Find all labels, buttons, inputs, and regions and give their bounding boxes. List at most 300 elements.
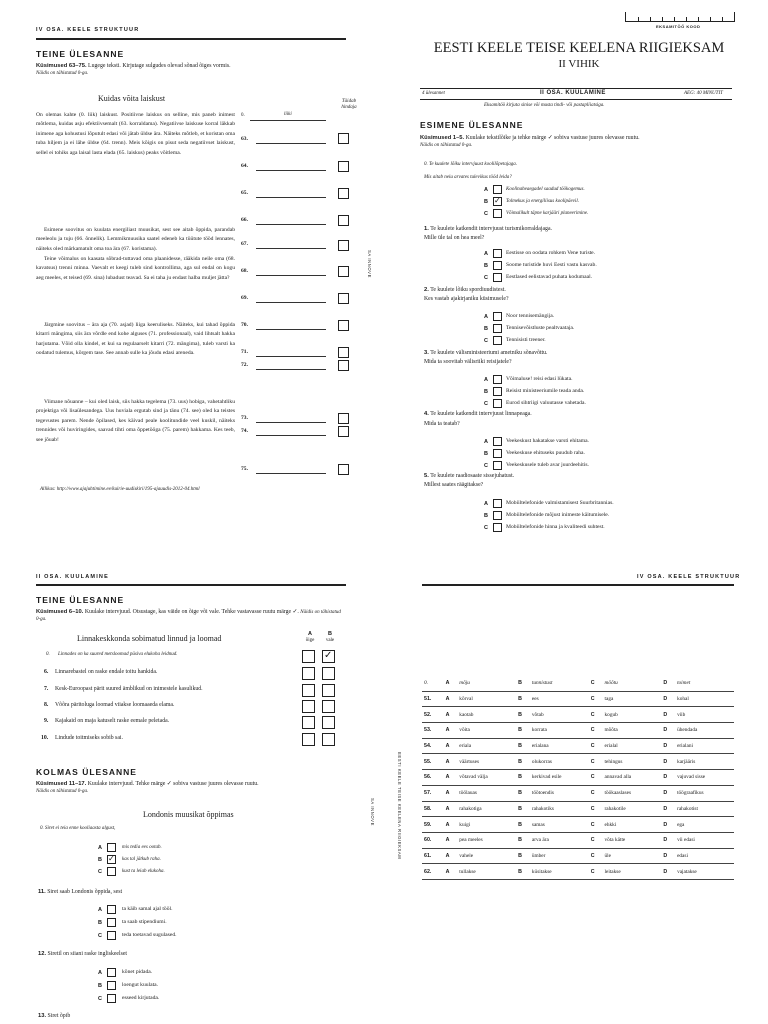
option-text: ta käib samal ajal tööl. xyxy=(122,906,173,912)
question-13: 13. Siret õpib xyxy=(38,1013,71,1019)
row-number: 54. xyxy=(422,738,444,754)
example-question: 0. Siret ei teia enne kooliaasta algust, xyxy=(40,826,116,831)
letter-c: C xyxy=(589,817,603,833)
letter-a: A xyxy=(444,864,458,880)
option-a[interactable]: rahakotiga xyxy=(457,801,516,817)
letter-d: D xyxy=(661,707,675,723)
option-a[interactable]: töölauas xyxy=(457,785,516,801)
checkbox[interactable] xyxy=(107,931,116,940)
grid-row xyxy=(422,832,734,848)
answer-field-71[interactable] xyxy=(256,356,326,357)
answer-field-63[interactable] xyxy=(256,143,326,144)
option-b[interactable]: kerkivad esile xyxy=(530,770,589,786)
checkbox[interactable] xyxy=(493,523,502,532)
checkbox[interactable] xyxy=(493,261,502,270)
vertical-note: SA INNOVE xyxy=(367,250,372,278)
letter-c: C xyxy=(589,676,603,691)
letter-c: C xyxy=(589,848,603,864)
letter-b: B xyxy=(516,801,530,817)
item-number: 68. xyxy=(241,268,248,274)
task-instructions xyxy=(36,63,346,70)
letter-a: A xyxy=(444,738,458,754)
statement-number: 0. xyxy=(46,652,50,657)
question-line: 4. Te kuulete katkendit intervjuust linnapeaga. xyxy=(424,411,532,417)
letter-c: C xyxy=(589,864,603,880)
letter-c: C xyxy=(589,691,603,707)
question-line: 1. Te kuulete katkendit intervjuust turismikorraldajaga. xyxy=(424,226,552,232)
item-number: 65. xyxy=(241,190,248,196)
option-c[interactable]: ehkki xyxy=(603,817,662,833)
checkbox[interactable] xyxy=(493,499,502,508)
option-c[interactable]: taga xyxy=(603,691,662,707)
option-a[interactable]: tullakse xyxy=(457,864,516,880)
letter-d: D xyxy=(661,723,675,739)
option-a[interactable]: vahele xyxy=(457,848,516,864)
header-rule xyxy=(36,584,346,586)
row-number: 60. xyxy=(422,832,444,848)
answer-field-72[interactable] xyxy=(256,369,326,370)
question-11: 11. Siret saab Londonis õppida, sest xyxy=(38,889,123,895)
letter-d: D xyxy=(661,676,675,691)
question-text: Siretil on siiani raske ingliskeelset xyxy=(47,951,128,957)
answer-field-73[interactable] xyxy=(256,422,326,423)
letter-c: C xyxy=(589,801,603,817)
false-box[interactable] xyxy=(322,700,335,713)
option-text: Võimalikult täpne karjääri planeerimine. xyxy=(506,211,589,216)
option-b[interactable]: rahakotiks xyxy=(530,801,589,817)
option-d[interactable]: töögraafikus xyxy=(675,785,734,801)
row-number: 57. xyxy=(422,785,444,801)
example-number: 0. xyxy=(241,113,245,118)
letter-a: A xyxy=(444,770,458,786)
false-box[interactable] xyxy=(322,684,335,697)
option-text: Veekeskuse ehituseks puudub raha. xyxy=(506,450,585,456)
source-citation: Allikas: http://www.ajajuhtimine.ee/kuirie-uudiskiri/195-ajauudis-2012-04.html xyxy=(40,487,200,492)
option-text: kõnet pidada. xyxy=(122,969,153,975)
letter-b: B xyxy=(516,707,530,723)
checkbox[interactable] xyxy=(493,449,502,458)
letter-d: D xyxy=(661,801,675,817)
letter-d: D xyxy=(661,770,675,786)
true-box[interactable] xyxy=(302,650,315,663)
option-d[interactable]: vii edasi xyxy=(675,832,734,848)
letter-a: A xyxy=(444,801,458,817)
grader-col-head-1: Täidab xyxy=(341,99,357,104)
task-text: Kuulake intervjuud. Otsustage, kas väide on õige või vale. Tehke vastavasse ruutu märge ✓. xyxy=(84,609,299,615)
question-text: Siret saab Londonis õppida, sest xyxy=(47,889,123,895)
checkmark: ✓ xyxy=(494,196,501,205)
vertical-note: SA INNOVE xyxy=(370,798,375,826)
question-prompt: Mida ta soovitab välisriiki reisijatele? xyxy=(424,359,512,365)
example-answer-line xyxy=(250,120,326,121)
option-text: mis tedia ees ootab. xyxy=(122,845,162,850)
letter-a: A xyxy=(444,676,458,691)
part-header: IV OSA. KEELE STRUKTUUR xyxy=(36,27,140,33)
option-b[interactable]: korrata xyxy=(530,723,589,739)
letter-d: D xyxy=(661,785,675,801)
letter-b: B xyxy=(516,848,530,864)
grader-box xyxy=(338,215,349,226)
grader-col-head xyxy=(337,99,361,111)
task-instructions xyxy=(36,609,346,623)
letter-b: B xyxy=(516,754,530,770)
option-text: Tennisevõistluste pealtvaataja. xyxy=(506,325,575,331)
option-d[interactable]: vajatakse xyxy=(675,864,734,880)
grid-row xyxy=(422,770,734,786)
grid-row xyxy=(422,785,734,801)
checkbox[interactable] xyxy=(493,185,502,194)
option-c[interactable]: mõõta xyxy=(603,723,662,739)
vertical-note: EESTI KEELE TEISE KEELENA RIIGIEKSAM xyxy=(397,752,402,860)
grid-row xyxy=(422,738,734,754)
option-c[interactable]: kogub xyxy=(603,707,662,723)
checkbox[interactable] xyxy=(493,336,502,345)
letter-d: D xyxy=(661,817,675,833)
answer-field-75[interactable] xyxy=(256,473,326,474)
option-c[interactable]: erialal xyxy=(603,738,662,754)
grader-box xyxy=(338,161,349,172)
table-title: Linnakeskkonda sobimatud linnud ja loomad xyxy=(77,634,222,643)
item-number: 73. xyxy=(241,415,248,421)
question-line: 5. Te kuulete raadiosaate sissejuhatust. xyxy=(424,473,515,479)
true-box[interactable] xyxy=(302,716,315,729)
grid-row xyxy=(422,754,734,770)
row-number: 0. xyxy=(422,676,444,691)
option-b[interactable]: samas xyxy=(530,817,589,833)
item-number: 63. xyxy=(241,136,248,142)
example-note: Näidis on tähistatud 0-ga. xyxy=(36,610,341,622)
question-line: 2. Te kuulete lõiku spordiuudistest. xyxy=(424,287,506,293)
example-question: 0. Te kuulete lõiku intervjuust koolilõpetajaga. xyxy=(424,162,517,167)
letter-b: B xyxy=(516,691,530,707)
meta-center: II OSA. KUULAMINE xyxy=(540,90,606,96)
option-b[interactable]: võtab xyxy=(530,707,589,723)
option-c[interactable]: tehingus xyxy=(603,754,662,770)
grid-row xyxy=(422,817,734,833)
option-d[interactable]: edasi xyxy=(675,848,734,864)
checkbox[interactable] xyxy=(493,273,502,282)
grader-box xyxy=(338,320,349,331)
grader-box xyxy=(338,266,349,277)
option-text: Tolmekus ja energiliisus koolipäevil. xyxy=(506,199,579,204)
task-title: TEINE ÜLESANNE xyxy=(36,49,125,59)
checkbox[interactable] xyxy=(493,249,502,258)
option-a[interactable]: kõrval xyxy=(457,691,516,707)
letter-b: B xyxy=(516,723,530,739)
option-a[interactable]: kuigi xyxy=(457,817,516,833)
option-text: Noor tennisemängija. xyxy=(506,313,555,319)
checkbox[interactable] xyxy=(493,312,502,321)
statement-text: Võõra päritoluga loomad viiakse loomaaeda elama. xyxy=(55,702,175,708)
statement-number: 9. xyxy=(44,718,49,724)
false-box[interactable] xyxy=(322,716,335,729)
letter-c: C xyxy=(589,707,603,723)
row-number: 53. xyxy=(422,723,444,739)
statement-number: 8. xyxy=(44,702,49,708)
grid-row xyxy=(422,864,734,880)
statement-text: Kajakaid on maja katuselt raske eemale peletada. xyxy=(55,718,170,724)
option-text: Veekeskusele tuleb avar juurdeehitis. xyxy=(506,462,589,468)
letter-c: C xyxy=(589,738,603,754)
option-text: Mobiiltelefonide hinna ja kvaliteedi suhtest. xyxy=(506,524,605,530)
task-instructions xyxy=(420,135,740,142)
paragraph: Teine võimalus on kaasata sõbrad-tuttavad oma plaanidesse, rääkida neile oma (68. kavatsus) trenni minna. Vaevalt et keegi tuleb sind kontrollima, aga sul endal on kogu aeg meeles, et teised (69. sina) lubadust teavad. Sa ei taha ju endast halba muljet jätta? xyxy=(36,256,235,281)
row-number: 59. xyxy=(422,817,444,833)
row-number: 51. xyxy=(422,691,444,707)
checkbox[interactable] xyxy=(107,981,116,990)
row-number: 56. xyxy=(422,770,444,786)
letter-b: B xyxy=(516,785,530,801)
option-c[interactable]: mõõtu xyxy=(603,676,662,691)
row-number: 52. xyxy=(422,707,444,723)
letter-a: A xyxy=(444,691,458,707)
true-box[interactable] xyxy=(302,733,315,746)
true-box[interactable] xyxy=(302,667,315,680)
task-text: Kuulake intervjuud. Tehke märge ✓ sobiva vastuse juures olevasse ruutu. xyxy=(87,781,259,787)
task-range: Küsimused 63–75. xyxy=(36,63,87,69)
grader-box xyxy=(338,464,349,475)
task-instructions xyxy=(36,781,356,788)
true-box[interactable] xyxy=(302,700,315,713)
letter-d: D xyxy=(661,864,675,880)
grader-box xyxy=(338,426,349,437)
option-c[interactable]: võta kätte xyxy=(603,832,662,848)
row-number: 61. xyxy=(422,848,444,864)
statement-text: Kesk-Euroopast pärit suured ämblikud on inimestele kasulikud. xyxy=(55,686,203,692)
option-text: Veekeskust hakatakse varsti ehitama. xyxy=(506,438,589,444)
letter-a: A xyxy=(444,707,458,723)
option-c[interactable]: leitakse xyxy=(603,864,662,880)
col-a-head: A xyxy=(308,631,312,637)
grader-box xyxy=(338,360,349,371)
option-text: kas tal jätkub raha. xyxy=(122,857,161,862)
answer-field-69[interactable] xyxy=(256,302,326,303)
paragraph: On olemas kahte (0. liik) laiskust. Positiivne laiskus on selline, mis paneb inimest mõtlema, kuidas asju efektiivsemalt (63. korraldama). Negatiivse laiskuse korral läkkab inimene aga kohustusi lõputult edasi või jätab üldse ära. Näiteks mõtleb, et koristan oma tuba hiljem ja ei lähe üldse (64. trenn). Meis kõigis on pisut seda negatiivset laiskust, sellel ei tohiks aga laisal lasta elada (65. laiskus) peaks võitlema. xyxy=(36,112,235,156)
letter-c: C xyxy=(589,723,603,739)
answer-field-70[interactable] xyxy=(256,329,326,330)
option-text: Eurod sihtriigi valuutasse vahetada. xyxy=(506,400,586,406)
meta-right: AEG: 40 MINUTIT xyxy=(684,91,723,96)
checkbox[interactable] xyxy=(493,209,502,218)
option-b[interactable]: tunnistust xyxy=(530,676,589,691)
option-text: Tennisisti treener. xyxy=(506,337,546,343)
option-d[interactable]: viib xyxy=(675,707,734,723)
task-range: Küsimused 6–10. xyxy=(36,609,84,615)
paragraph: Viimane nõuanne – kui oled laisk, siis hakka tegelema (73. uus) hobiga, vahetahtliku projektiga või lisaülesandega. Uus huviala ergutab sind ja tänu (74. see) oled ka teistes tegevustes parem. Nende õpilased, kes käivad peale koolitundide veel kuskil, näiteks trennides või huviringides, saavad tihti oma õppetööga (75. parem) hakkama. Kes teeb, see jõuab! xyxy=(36,399,235,443)
question-line: 3. Te kuulete välisministeeriumi ametniku sõnavõttu. xyxy=(424,350,548,356)
letter-d: D xyxy=(661,832,675,848)
checkbox[interactable] xyxy=(107,918,116,927)
checkbox[interactable] xyxy=(493,511,502,520)
option-text: Soome turistide huvi Eesti vastu kasvab. xyxy=(506,262,597,268)
answer-field-66[interactable] xyxy=(256,224,326,225)
letter-b: B xyxy=(516,738,530,754)
task-title: KOLMAS ÜLESANNE xyxy=(36,767,137,777)
answer-field-68[interactable] xyxy=(256,275,326,276)
option-c[interactable]: töökaaslases xyxy=(603,785,662,801)
false-box[interactable] xyxy=(322,667,335,680)
letter-a: A xyxy=(444,754,458,770)
letter-b: B xyxy=(516,770,530,786)
letter-d: D xyxy=(661,738,675,754)
example-question: Mis aitab neiu arvates tulevikus tööd leida? xyxy=(424,175,512,180)
task-range: Küsimused 11–17. xyxy=(36,781,87,787)
option-c[interactable]: annavad alla xyxy=(603,770,662,786)
option-text: loengut kuulata. xyxy=(122,982,159,988)
grader-box xyxy=(338,133,349,144)
exam-subtitle: II VIHIK xyxy=(558,58,600,70)
checkbox[interactable] xyxy=(493,399,502,408)
checkbox[interactable] xyxy=(493,387,502,396)
statement-text: Lindude toitmiseks sobib sai. xyxy=(55,735,123,741)
story-title: Kuidas võita laiskust xyxy=(98,94,166,103)
option-b[interactable]: arva ära xyxy=(530,832,589,848)
option-b[interactable]: ümber xyxy=(530,848,589,864)
item-number: 69. xyxy=(241,295,248,301)
true-box[interactable] xyxy=(302,684,315,697)
grader-box xyxy=(338,240,349,251)
grader-box xyxy=(338,347,349,358)
example-note: Näidis on tähistatud 0-ga. xyxy=(36,789,89,794)
grid-row xyxy=(422,801,734,817)
option-d[interactable]: karjääris xyxy=(675,754,734,770)
letter-c: C xyxy=(589,785,603,801)
letter-a: A xyxy=(444,832,458,848)
item-number: 71. xyxy=(241,349,248,355)
item-number: 75. xyxy=(241,466,248,472)
option-text: esseed kirjutada. xyxy=(122,995,160,1001)
meta-rule-bottom xyxy=(420,99,732,100)
option-b[interactable]: küsitakse xyxy=(530,864,589,880)
checkbox[interactable] xyxy=(493,324,502,333)
exam-code-box xyxy=(625,12,735,22)
statement-number: 10. xyxy=(41,735,49,741)
meta-rule-top xyxy=(420,88,732,89)
option-text: Eestlased eelistavad puhata kodumaal. xyxy=(506,274,593,280)
grader-box xyxy=(338,293,349,304)
col-b-sub: vale xyxy=(325,638,335,643)
question-prompt: Kes vastab ajakirjaniku küsimusele? xyxy=(424,296,509,302)
option-d[interactable]: vajuvad sisse xyxy=(675,770,734,786)
grid-row xyxy=(422,723,734,739)
option-d[interactable]: rahakotist xyxy=(675,801,734,817)
grader-col-head-2: hindaja xyxy=(341,105,357,110)
grid-row xyxy=(422,691,734,707)
option-a[interactable]: võtavad välja xyxy=(457,770,516,786)
answer-field-65[interactable] xyxy=(256,197,326,198)
false-box[interactable] xyxy=(322,733,335,746)
option-text: Võimaluse! reisi edasi lükata. xyxy=(506,376,573,382)
letter-b: B xyxy=(516,817,530,833)
row-number: 58. xyxy=(422,801,444,817)
option-d[interactable]: ega xyxy=(675,817,734,833)
option-a[interactable]: eriala xyxy=(457,738,516,754)
option-text: Reisist ministeeriumile teada anda. xyxy=(506,388,585,394)
task-text: Kuulake tekstilõike ja tehke märge ✓ sobiva vastuse juures olevasse ruutu. xyxy=(465,135,640,141)
section-title: Londonis muusikat õppimas xyxy=(143,810,234,819)
checkbox[interactable] xyxy=(107,905,116,914)
option-text: teda toetavad sugulased. xyxy=(122,932,177,938)
option-d[interactable]: erialani xyxy=(675,738,734,754)
example-answer: liiki xyxy=(284,112,292,117)
letter-b: B xyxy=(516,864,530,880)
checkbox[interactable] xyxy=(107,968,116,977)
option-b[interactable]: olukorras xyxy=(530,754,589,770)
option-a[interactable]: väärtuses xyxy=(457,754,516,770)
item-number: 70. xyxy=(241,322,248,328)
question-prompt: Millest saates räägitakse? xyxy=(424,482,484,488)
option-a[interactable]: kaotab xyxy=(457,707,516,723)
option-text: Eestisse on oodata rohkem Vene turiste. xyxy=(506,250,596,256)
option-d[interactable]: kohal xyxy=(675,691,734,707)
statement-text: Linnarebastel on raske endale toitu hankida. xyxy=(55,669,158,675)
task-title: ESIMENE ÜLESANNE xyxy=(420,120,524,130)
example-note: Näidis on tähistatud 0-ga. xyxy=(420,143,473,148)
option-text: Mobiiltelefonide valmistamisest Suurbritannias. xyxy=(506,500,614,506)
option-b[interactable]: töötoendis xyxy=(530,785,589,801)
option-a[interactable]: võita xyxy=(457,723,516,739)
item-number: 72. xyxy=(241,362,248,368)
grid-row xyxy=(422,848,734,864)
item-number: 67. xyxy=(241,241,248,247)
checkbox[interactable] xyxy=(107,994,116,1003)
task-text: Lugege teksti. Kirjutage sulgudes olevad sõnad õiges vormis. xyxy=(88,63,231,69)
letter-d: D xyxy=(661,848,675,864)
answer-field-64[interactable] xyxy=(256,170,326,171)
checkbox[interactable] xyxy=(493,461,502,470)
statement-number: 6. xyxy=(44,669,49,675)
letter-b: B xyxy=(516,832,530,848)
option-d[interactable]: ühendada xyxy=(675,723,734,739)
letter-a: A xyxy=(444,817,458,833)
part-header: II OSA. KUULAMINE xyxy=(36,574,109,580)
question-12: 12. Siretil on siiani raske ingliskeelset xyxy=(38,951,128,957)
row-number: 55. xyxy=(422,754,444,770)
option-text: kust ta leiab elukoha. xyxy=(122,869,165,874)
checkbox[interactable] xyxy=(493,437,502,446)
question-prompt: Mida ta teatab? xyxy=(424,421,460,427)
letter-c: C xyxy=(589,754,603,770)
option-a[interactable]: mõju xyxy=(457,676,516,691)
paragraph: Järgmine soovitus – ära aja (70. asjad) liiga keeruliseks. Näiteks, kui tahad õppida kitarri mängima, siis ära võrdle end kohe alguses (71. professionaal), vaid lihtsalt hakka harjutama. Võid olla kindel, et kui sa regulaarselt kitarri (72. mängima), tuleb varsti ka oodatud tulemus, kõrgem tase. See annab sulle ka jõudu edasi areneda. xyxy=(36,322,235,357)
option-b[interactable]: ees xyxy=(530,691,589,707)
checkbox[interactable] xyxy=(107,867,116,876)
option-c[interactable]: üle xyxy=(603,848,662,864)
letter-a: A xyxy=(444,848,458,864)
header-rule xyxy=(36,38,346,40)
option-b[interactable]: erialana xyxy=(530,738,589,754)
letter-c: C xyxy=(589,832,603,848)
option-d[interactable]: toimet xyxy=(675,676,734,691)
checkbox[interactable] xyxy=(107,843,116,852)
option-text: ta saab stipendiumi. xyxy=(122,919,167,925)
answer-grid xyxy=(422,676,734,880)
option-text: Mobiiltelefonide mõjust inimeste käitumisele. xyxy=(506,512,610,518)
item-number: 66. xyxy=(241,217,248,223)
example-note: Näidis on tähistatud 0-ga. xyxy=(36,71,89,76)
letter-c: C xyxy=(589,770,603,786)
checkbox[interactable] xyxy=(493,375,502,384)
checkmark: ✓ xyxy=(324,650,333,661)
meta-left: 4 ülesannet xyxy=(422,91,445,96)
letter-d: D xyxy=(661,691,675,707)
answer-field-67[interactable] xyxy=(256,248,326,249)
option-a[interactable]: pea meeles xyxy=(457,832,516,848)
option-c[interactable]: rahakotile xyxy=(603,801,662,817)
col-a-sub: õige xyxy=(305,638,315,643)
answer-field-74[interactable] xyxy=(256,435,326,436)
paragraph: Esimene soovitus on kuulata energiliast muusikat, sest see aitab õppida, parandab meeleolu ja tuju (66. õnnelik). Lemmikmuusika saatel edeneb ka tüütute tööd lennates, näiteks oled märkamatult oma toa ära (67. koristama). xyxy=(36,227,235,252)
